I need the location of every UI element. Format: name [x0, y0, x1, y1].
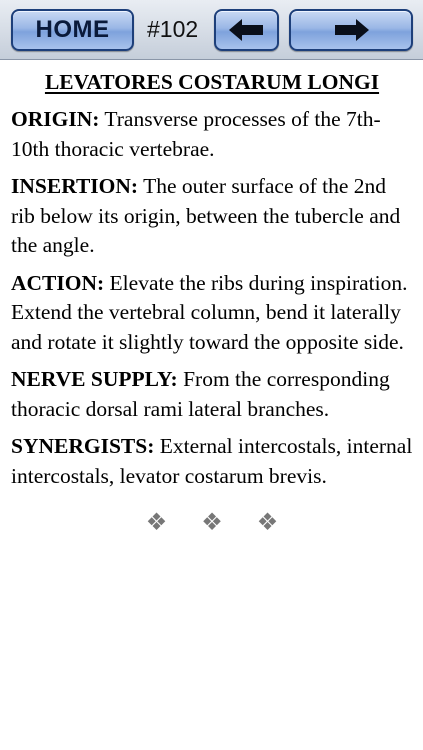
muscle-title: LEVATORES COSTARUM LONGI	[44, 70, 380, 94]
origin-label: ORIGIN:	[11, 107, 100, 131]
origin-text: Transverse processes of the 7th-10th thoracic vertebrae.	[11, 107, 381, 161]
nerve-supply-section	[11, 365, 413, 424]
next-button[interactable]	[289, 9, 413, 51]
left-arrow-icon	[229, 19, 265, 41]
toolbar	[0, 0, 423, 60]
card-content	[0, 62, 423, 537]
ornament-divider	[11, 508, 413, 537]
nerve-supply-text: From the corresponding thoracic dorsal rami lateral branches.	[11, 367, 390, 421]
card-number: #102	[147, 16, 199, 42]
nerve-supply-label: NERVE SUPPLY:	[11, 367, 178, 391]
diamond-ornament-icon: ❖	[145, 510, 182, 536]
insertion-label: INSERTION:	[11, 174, 139, 198]
insertion-text: The outer surface of the 2nd rib below its origin, between the tubercle and the angle.	[11, 174, 401, 257]
right-arrow-icon	[333, 19, 369, 41]
home-button-label: HOME	[35, 16, 110, 43]
insertion-section	[11, 172, 413, 261]
action-text: Elevate the ribs during inspiration. Extend the vertebral column, bend it laterally and rotate it slightly toward the opposite side.	[11, 270, 408, 354]
home-button[interactable]	[11, 9, 134, 51]
previous-button[interactable]	[214, 9, 279, 51]
synergists-text: External intercostals, internal intercostals, levator costarum brevis.	[11, 434, 413, 488]
synergists-section	[11, 432, 413, 491]
action-section	[11, 269, 413, 358]
diamond-ornament-icon: ❖	[256, 510, 293, 536]
synergists-label: SYNERGISTS:	[11, 434, 155, 458]
origin-section	[11, 105, 413, 164]
diamond-ornament-icon: ❖	[201, 510, 237, 536]
action-label: ACTION:	[11, 270, 105, 295]
